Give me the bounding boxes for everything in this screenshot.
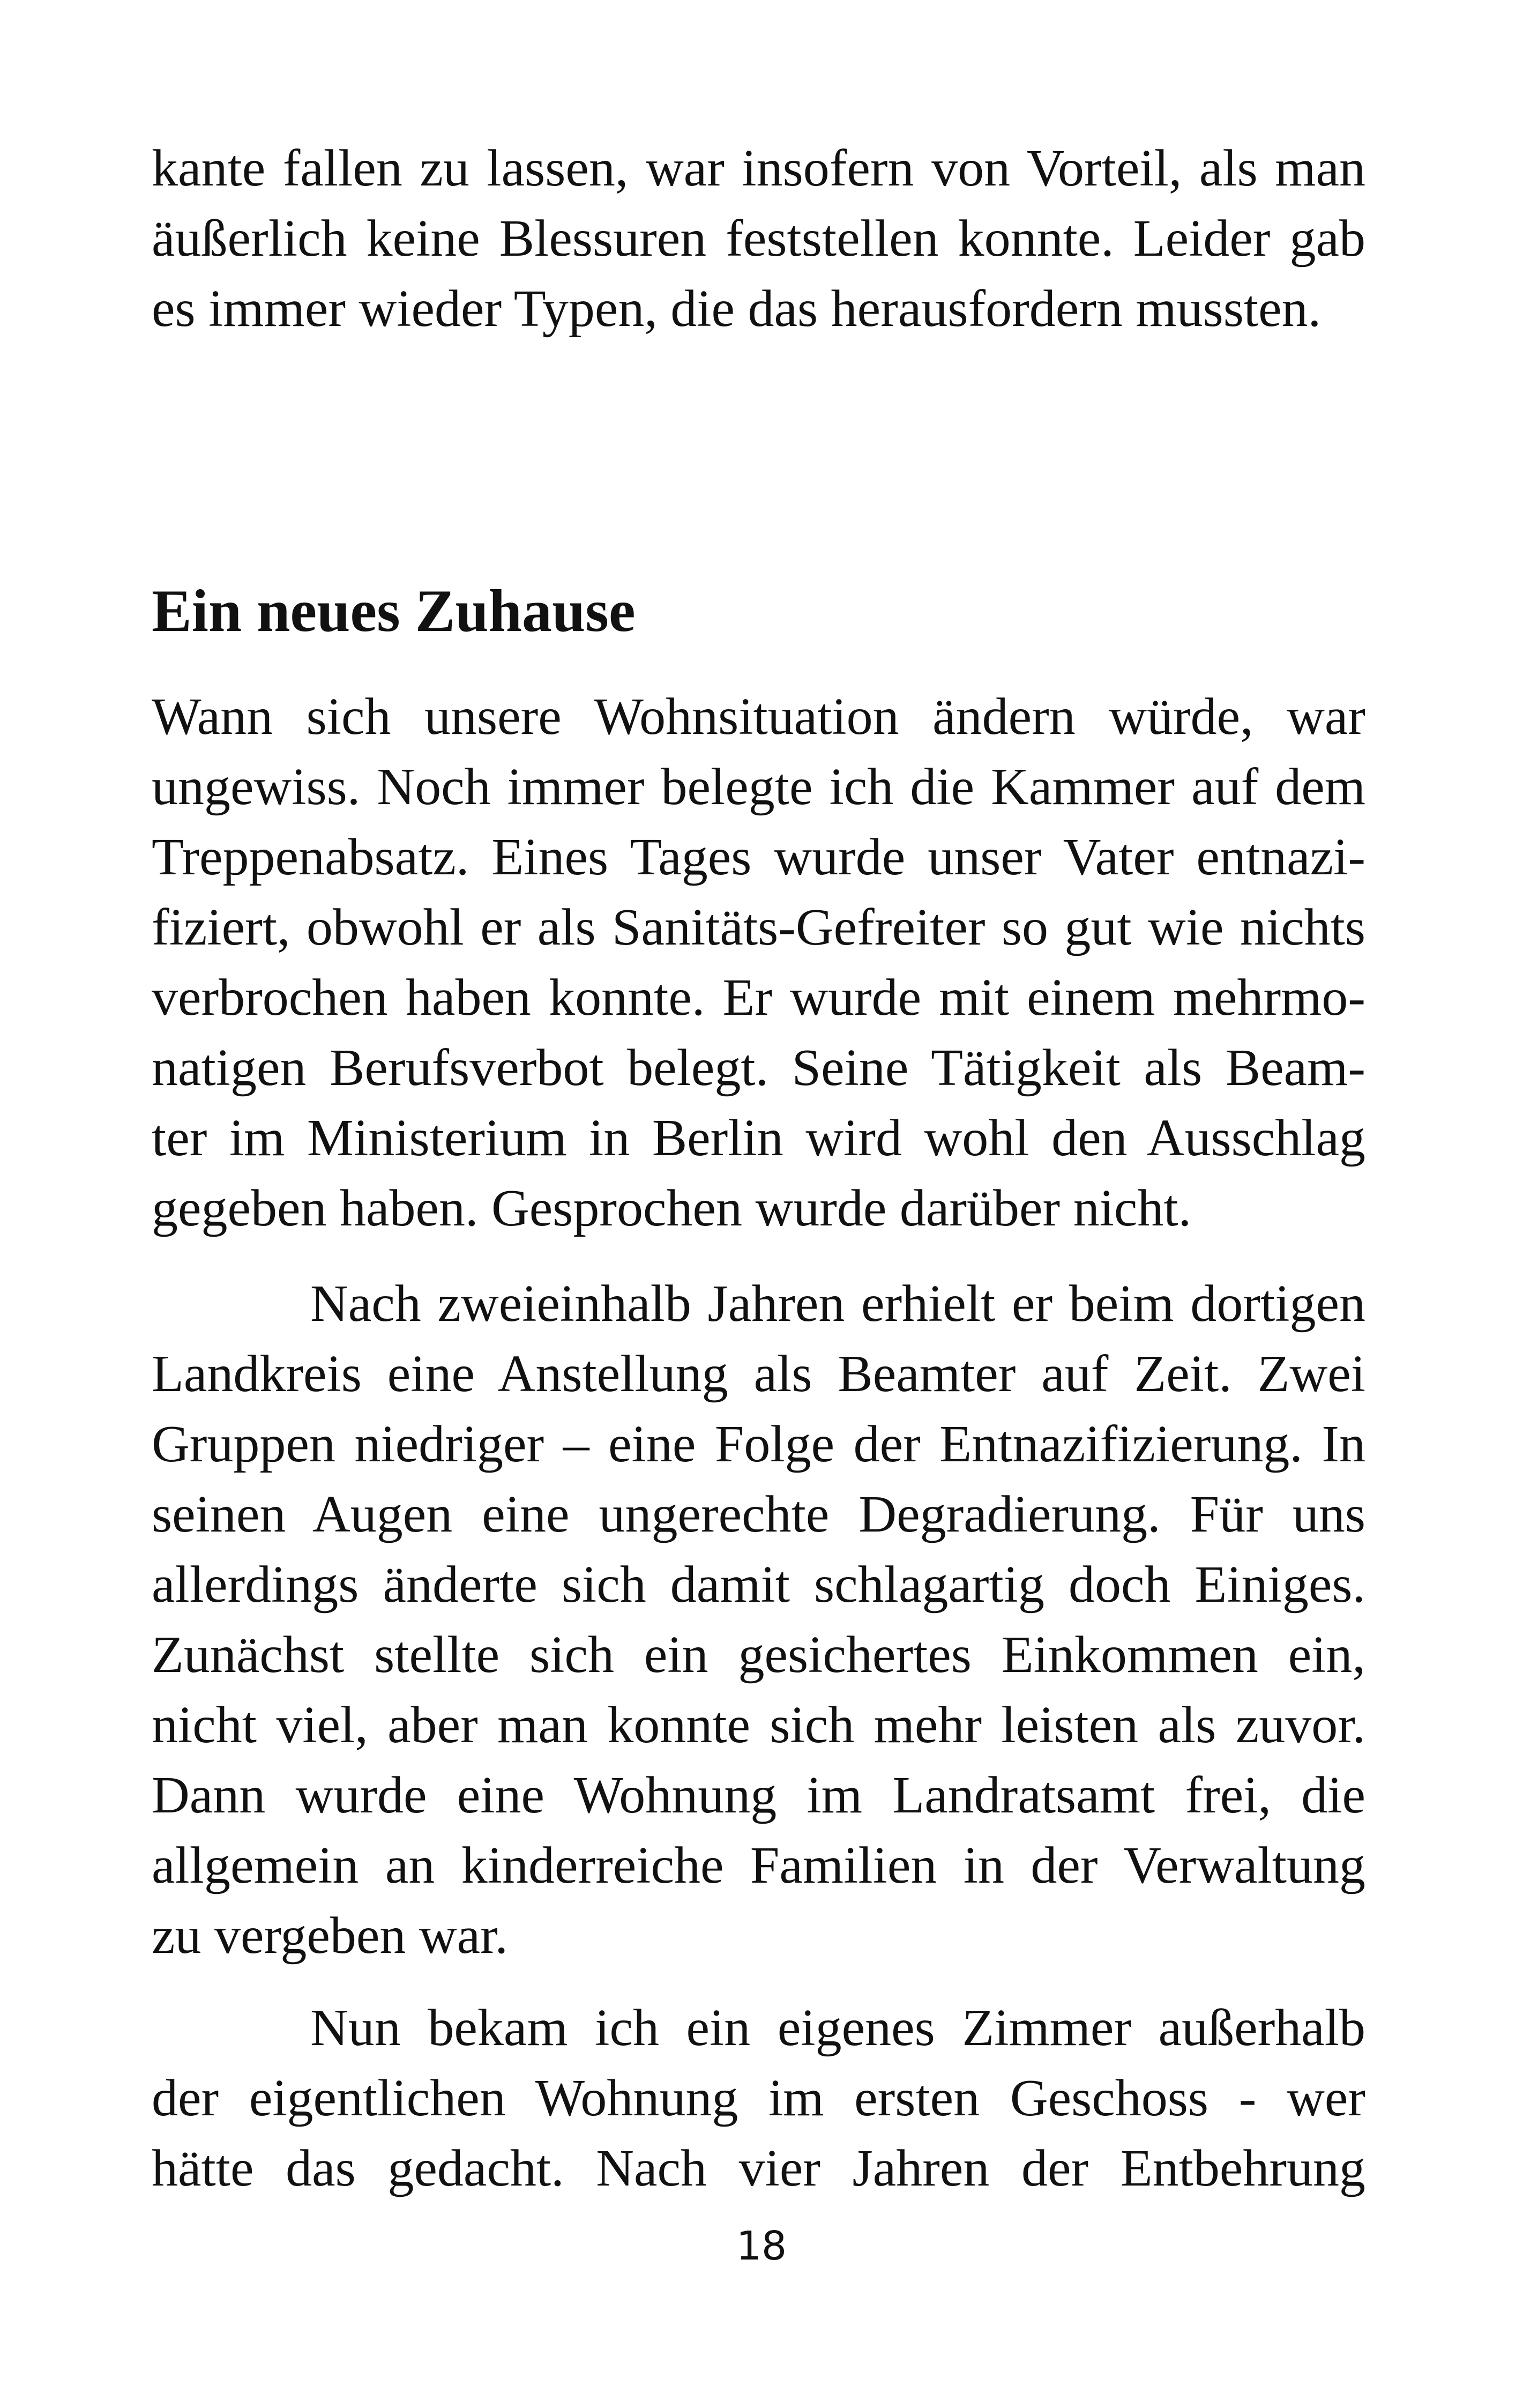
text-line: zu vergeben war. [152,1907,508,1965]
section-heading: Ein neues Zuhause [152,578,636,644]
text-line: äußerlich keine Blessuren feststellen konnte. Leider gab [152,210,1365,267]
text-line: kante fallen zu lassen, war insofern von Vorteil, als man [152,139,1365,197]
text-line: fiziert, obwohl er als Sanitäts-Gefreiter so gut wie nichts [152,898,1365,956]
text-line: gegeben haben. Gesprochen wurde darüber nicht. [152,1179,1192,1237]
text-line: allerdings änderte sich damit schlagartig doch Einiges. [152,1556,1365,1614]
text-line: Wann sich unsere Wohnsituation ändern würde, war [152,688,1365,746]
text-line: Gruppen niedriger – eine Folge der Entnazifizierung. In [152,1415,1365,1473]
text-line: verbrochen haben konnte. Er wurde mit einem mehrmo- [152,969,1365,1027]
text-line: ter im Ministerium in Berlin wird wohl den Ausschlag [152,1109,1365,1167]
text-line: Nach zweieinhalb Jahren erhielt er beim dortigen [310,1275,1365,1333]
paragraph [152,682,1365,1244]
text-line: Dann wurde eine Wohnung im Landratsamt frei, die [152,1766,1365,1824]
text-line: Zunächst stellte sich ein gesichertes Einkommen ein, [152,1626,1365,1684]
text-line: Treppenabsatz. Eines Tages wurde unser Vater entnazi- [152,828,1365,886]
text-line: Landkreis eine Anstellung als Beamter auf Zeit. Zwei [152,1345,1365,1403]
text-line: allgemein an kinderreiche Familien in der Verwaltung [152,1837,1365,1894]
paragraph-intro [152,133,1365,344]
text-line: hätte das gedacht. Nach vier Jahren der Entbehrung [152,2139,1365,2197]
paragraph [152,1269,1365,1971]
text-line: es immer wieder Typen, die das herausfordern mussten. [152,280,1322,338]
paragraph [152,1993,1365,2204]
text-line: seinen Augen eine ungerechte Degradierung. Für uns [152,1485,1365,1543]
text-line: der eigentlichen Wohnung im ersten Geschoss - wer [152,2069,1365,2127]
page-number: 18 [736,2223,787,2269]
text-line: natigen Berufsverbot belegt. Seine Tätigkeit als Beam- [152,1039,1365,1097]
text-line: Nun bekam ich ein eigenes Zimmer außerhalb [310,1999,1365,2057]
text-line: nicht viel, aber man konnte sich mehr leisten als zuvor. [152,1696,1365,1754]
text-line: ungewiss. Noch immer belegte ich die Kammer auf dem [152,758,1365,816]
